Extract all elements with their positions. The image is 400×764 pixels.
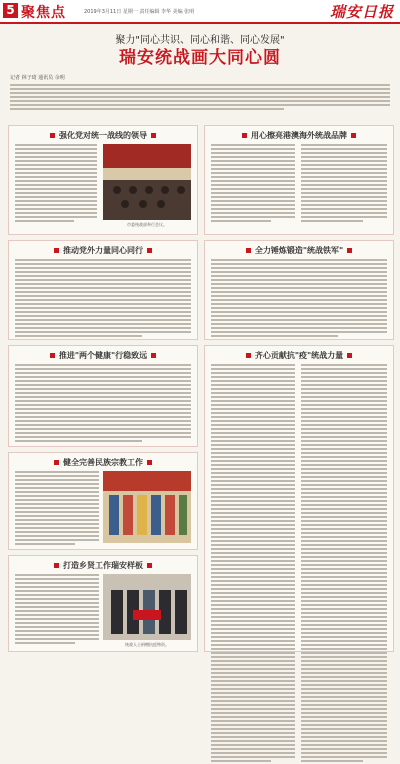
meeting-photo — [103, 144, 191, 220]
section-heading: 健全完善民族宗教工作 — [9, 457, 197, 468]
donation-photo — [103, 574, 191, 640]
section-heading: 推进"两个健康"行稳致远 — [9, 350, 197, 361]
section-text — [211, 364, 295, 764]
section-text — [15, 259, 191, 339]
section-text — [15, 471, 99, 547]
section-heading: 强化党对统一战线的领导 — [9, 130, 197, 141]
section-heading: 齐心贡献抗"疫"统战力量 — [205, 350, 393, 361]
lead-text — [10, 84, 390, 112]
section-box-1 — [8, 125, 198, 235]
page-number: 5 — [3, 3, 18, 18]
section-heading: 全力锤炼锻造"统战铁军" — [205, 245, 393, 256]
photo-caption: 市委统战部举行会议。 — [127, 222, 167, 227]
headline: 瑞安统战画大同心圆 — [119, 48, 281, 68]
photo-caption: 统战人士捐赠抗疫物资。 — [125, 642, 169, 647]
section-text — [15, 574, 99, 646]
section-heading: 用心擦亮港澳海外统战品牌 — [205, 130, 393, 141]
section-box-3 — [8, 240, 198, 340]
section-box-8 — [8, 555, 198, 652]
section-text — [211, 144, 295, 224]
section-text — [15, 144, 97, 224]
group-photo — [103, 471, 191, 543]
byline: 记者 林子琦 通讯员 余明 — [10, 75, 65, 81]
section-box-4 — [204, 240, 394, 340]
issue-meta: 2019年3月11日 星期一 责任编辑 李华 美编 张明 — [84, 9, 195, 15]
section-heading: 打造乡贤工作瑞安样板 — [9, 560, 197, 571]
kicker: 聚力"同心共识、同心和谐、同心发展" — [115, 35, 285, 46]
section-text — [301, 144, 387, 224]
section-box-5 — [8, 345, 198, 447]
section-title: 聚焦点 — [21, 5, 66, 21]
section-heading: 推动党外力量同心同行 — [9, 245, 197, 256]
section-text — [301, 364, 387, 764]
section-box-2 — [204, 125, 394, 235]
section-box-6 — [204, 345, 394, 652]
page-header — [0, 0, 400, 22]
masthead: 瑞安日报 — [329, 3, 394, 21]
section-text — [15, 364, 191, 444]
section-text — [211, 259, 387, 339]
header-rule — [0, 22, 400, 24]
section-box-7 — [8, 452, 198, 550]
